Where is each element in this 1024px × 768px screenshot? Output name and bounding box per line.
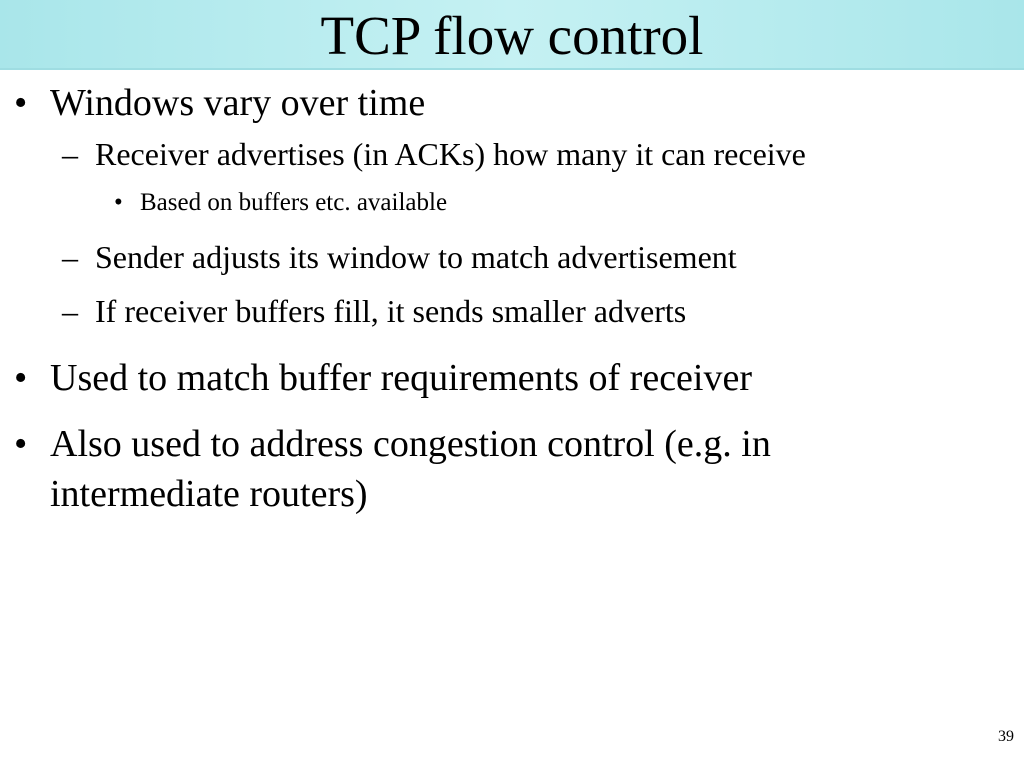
bullet-marker: • — [114, 189, 123, 216]
sub-bullet-text: Receiver advertises (in ACKs) how many it can receive — [95, 136, 806, 172]
bullet-buffer-requirements — [0, 353, 1024, 403]
page-number: 39 — [998, 728, 1014, 745]
sub-sub-bullet-buffers — [0, 188, 1024, 218]
dash-marker: – — [62, 136, 78, 172]
bullet-marker: • — [14, 357, 28, 399]
slide-body — [0, 78, 1024, 535]
bullet-text: Used to match buffer requirements of receiver — [50, 357, 752, 399]
sub-bullet-receiver-advertises — [0, 134, 1024, 174]
sub-sub-bullet-text: Based on buffers etc. available — [140, 189, 448, 216]
bullet-marker: • — [14, 82, 28, 124]
bullet-congestion-control — [0, 419, 1024, 519]
sub-bullet-receiver-buffers-fill — [0, 291, 1024, 331]
dash-marker: – — [62, 239, 78, 275]
bullet-windows-vary — [0, 78, 1024, 128]
sub-bullet-text: Sender adjusts its window to match advertisement — [95, 239, 737, 275]
bullet-marker: • — [14, 423, 28, 465]
sub-bullet-sender-adjusts — [0, 237, 1024, 277]
bullet-text: Windows vary over time — [50, 82, 426, 124]
bullet-text: Also used to address congestion control (e.g. in intermediate routers) — [50, 423, 771, 515]
slide-title: TCP flow control — [320, 5, 704, 66]
sub-bullet-text: If receiver buffers fill, it sends smaller adverts — [95, 293, 687, 329]
dash-marker: – — [62, 293, 78, 329]
